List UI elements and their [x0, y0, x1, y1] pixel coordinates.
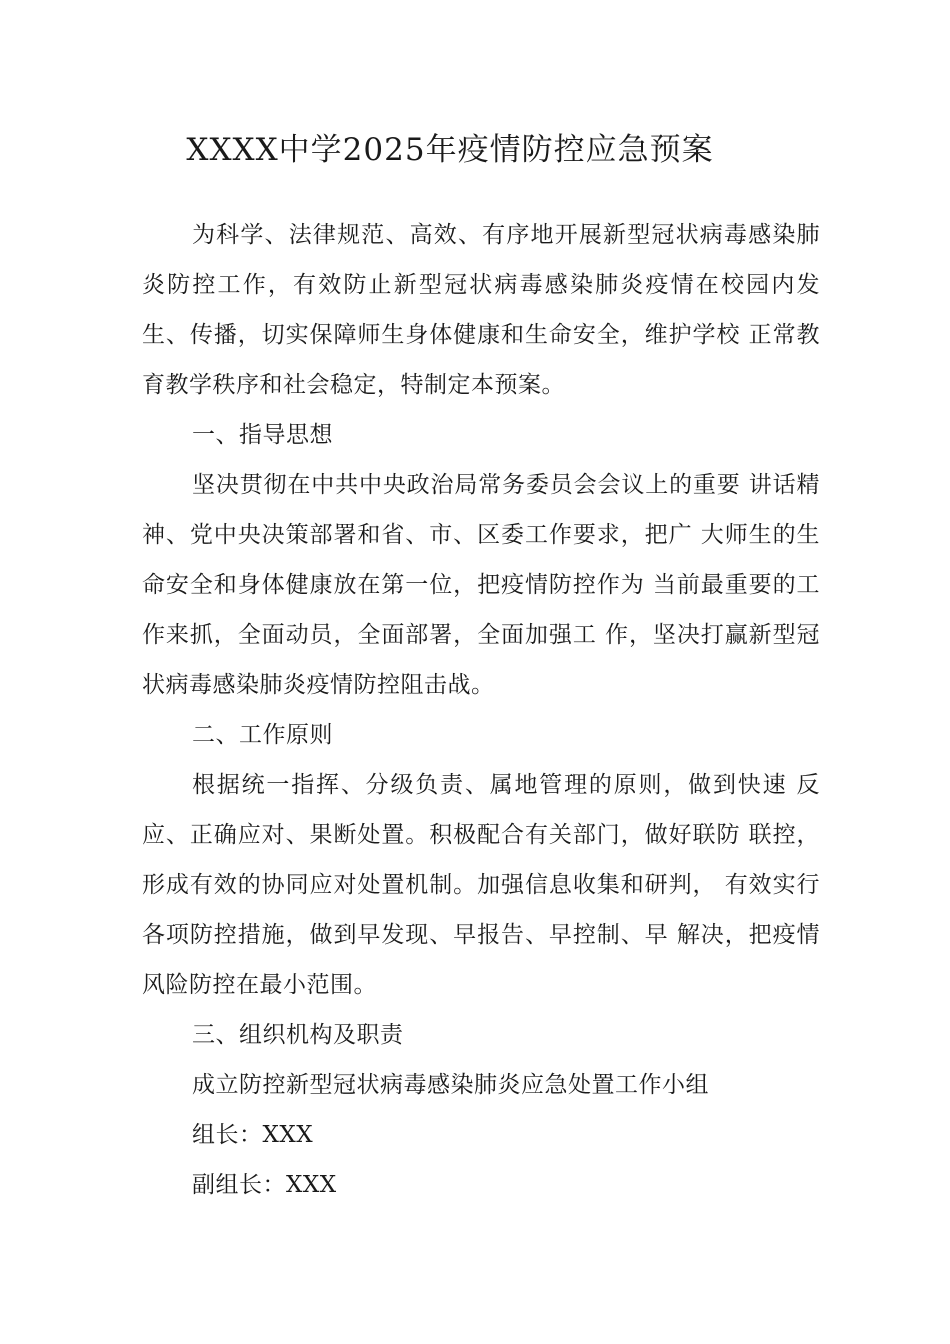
section-paragraph-work-principles: 根据统一指挥、分级负责、属地管理的原则，做到快速 反应、正确应对、果断处置。积极配合有关部门，做好联防 联控，形成有效的协同应对处置机制。加强信息收集和研判， 有效实行各项防控措施，做到早发现、早报告、早控制、早 解决，把疫情风险防控在最小范围。: [142, 772, 820, 998]
document-body: [142, 210, 820, 1210]
group-leader-line: 组长：XXX: [192, 1122, 314, 1148]
section-heading-organization: 三、组织机构及职责: [192, 1022, 404, 1048]
document-title: XXXX中学2025年疫情防控应急预案: [186, 132, 714, 168]
section-paragraph-guiding-ideology: 坚决贯彻在中共中央政治局常务委员会会议上的重要 讲话精神、党中央决策部署和省、市、区委工作要求，把广 大师生的生命安全和身体健康放在第一位，把疫情防控作为 当前最重要的工作来抓，全面动员，全面部署，全面加强工 作，坚决打赢新型冠状病毒感染肺炎疫情防控阻击战。: [142, 472, 820, 698]
section-heading-work-principles: 二、工作原则: [192, 722, 333, 748]
deputy-leader-line: 副组长：XXX: [192, 1172, 337, 1198]
intro-paragraph: 为科学、法律规范、高效、有序地开展新型冠状病毒感染肺 炎防控工作，有效防止新型冠状病毒感染肺炎疫情在校园内发生、传播，切实保障师生身体健康和生命安全，维护学校 正常教育教学秩序和社会稳定，特制定本预案。: [142, 222, 820, 398]
working-group-line: 成立防控新型冠状病毒感染肺炎应急处置工作小组: [192, 1072, 709, 1098]
section-heading-guiding-ideology: 一、指导思想: [192, 422, 333, 448]
